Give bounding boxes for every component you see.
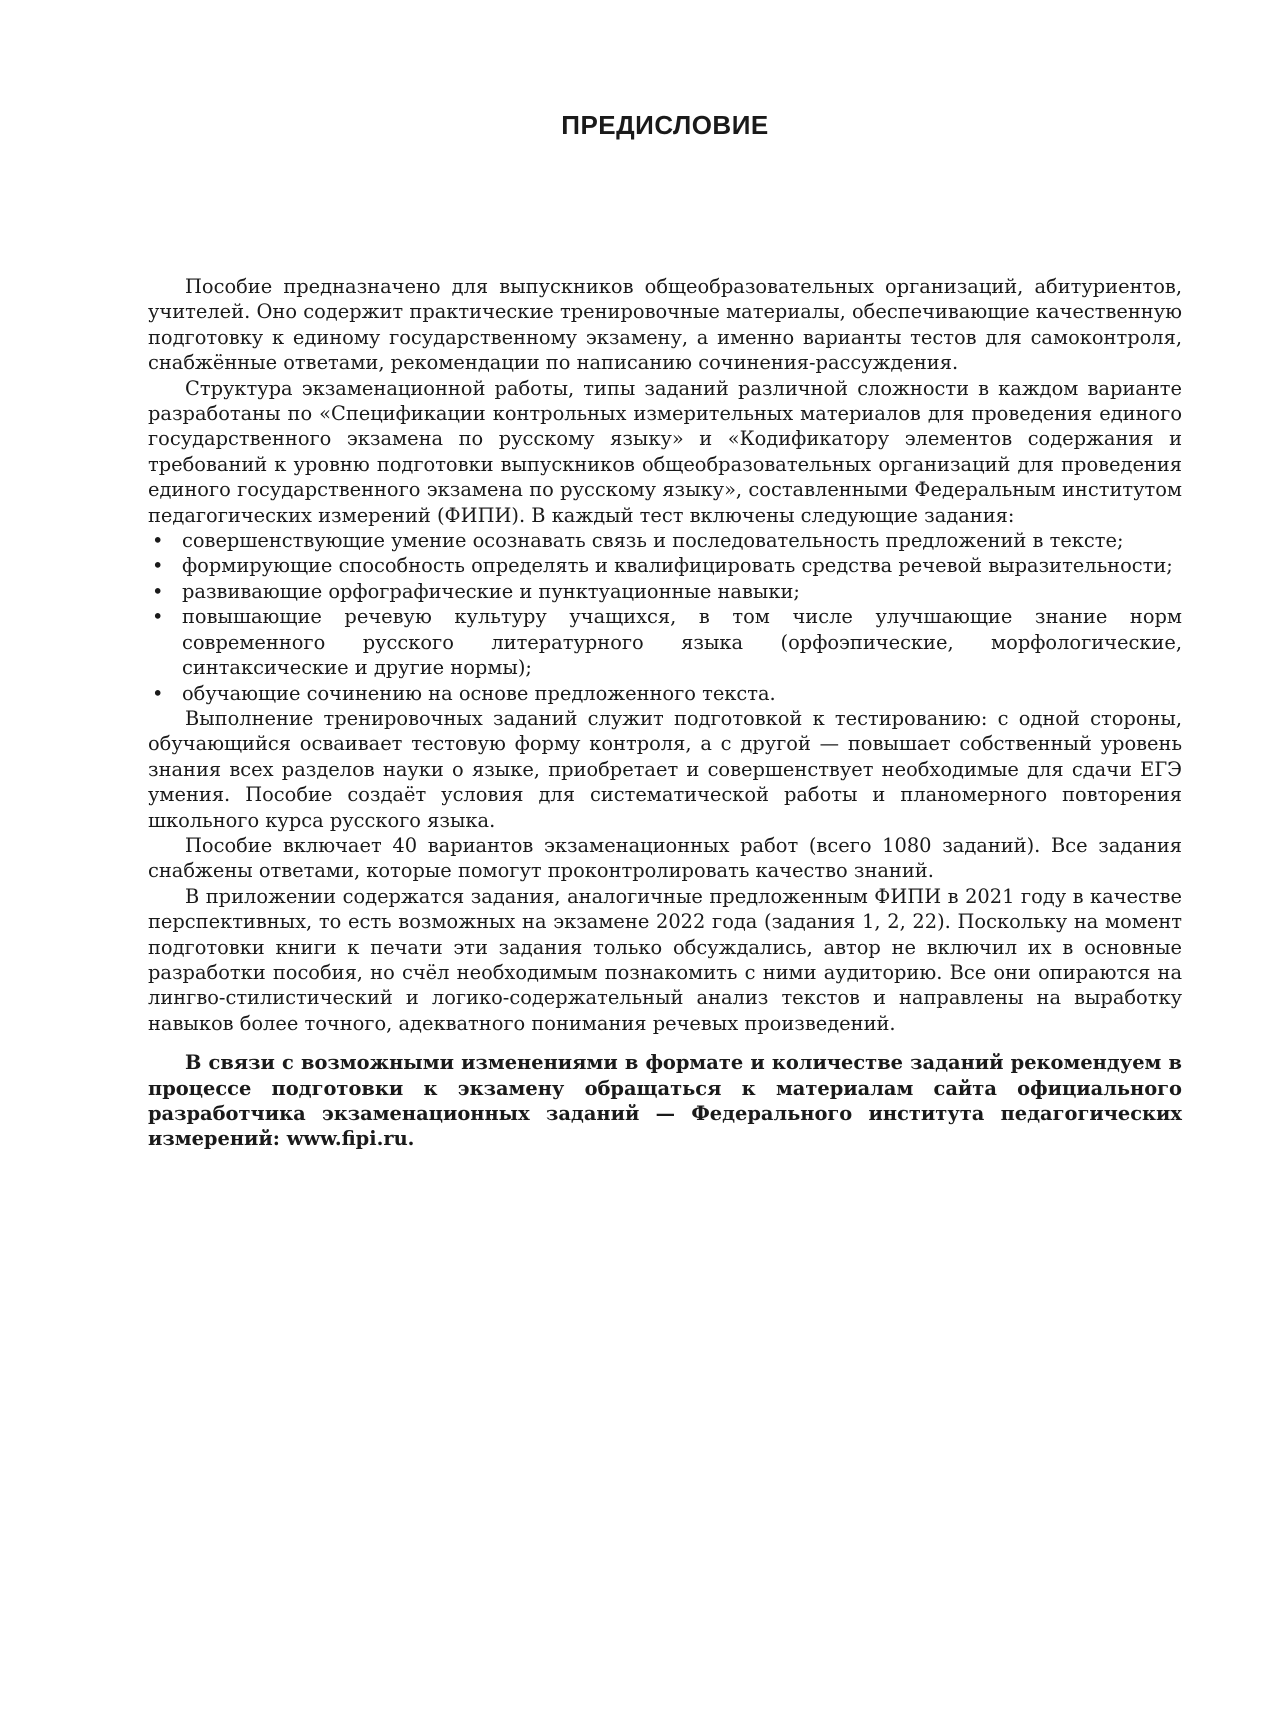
list-item [152, 579, 1182, 604]
list-item [152, 604, 1182, 680]
list-item [152, 553, 1182, 578]
bullet-icon: • [152, 529, 164, 553]
paragraph-intro: Пособие предназначено для выпускников общеобразовательных организаций, абитуриентов, учителей. Оно содержит практические тренировочные материалы, обеспечивающие качественную подготовку к единому государственному экзамену, а именно варианты тестов для самоконтроля, снабжённые ответами, рекомендации по написанию сочинения-рассуждения. [148, 275, 1182, 375]
bullet-icon: • [152, 579, 164, 603]
list-item-text: развивающие орфографические и пунктуационные навыки; [182, 579, 800, 603]
list-item-text: обучающие сочинению на основе предложенного текста. [182, 681, 776, 705]
paragraph-structure: Структура экзаменационной работы, типы заданий различной сложности в каждом варианте разработаны по «Спецификации контрольных измерительных материалов для проведения единого государственного экзамена по русскому языку» и «Кодификатору элементов содержания и требований к уровню подготовки выпускников общеобразовательных организаций для проведения единого государственного экзамена по русскому языку», составленными Федеральным институтом педагогических измерений (ФИПИ). В каждый тест включены следующие задания: [148, 376, 1182, 527]
bullet-icon: • [152, 681, 164, 705]
paragraph-appendix: В приложении содержатся задания, аналогичные предложенным ФИПИ в 2021 году в качестве перспективных, то есть возможных на экзамене 2022 года (задания 1, 2, 22). Поскольку на момент подготовки книги к печати эти задания только обсуждались, автор не включил их в основные разработки пособия, но счёл необходимым познакомить с ними аудиторию. Все они опираются на лингво-стилистический и логико-содержательный анализ текстов и направлены на выработку навыков более точного, адекватного понимания речевых произведений. [148, 884, 1182, 1035]
list-item-text: повышающие речевую культуру учащихся, в том числе улучшающие знание норм современного русского литературного языка (орфоэпические, морфологические, синтаксические и другие нормы); [182, 605, 1182, 680]
paragraph-training: Выполнение тренировочных заданий служит подготовкой к тестированию: с одной стороны, обучающийся осваивает тестовую форму контроля, а с другой — повышает собственный уровень знания всех разделов науки о языке, приобретает и совершенствует необходимые для сдачи ЕГЭ умения. Пособие создаёт условия для систематической работы и планомерного повторения школьного курса русского языка. [148, 706, 1182, 832]
page-title: ПРЕДИСЛОВИЕ [561, 110, 769, 140]
list-item [152, 681, 1182, 706]
preface-body [148, 274, 1182, 1152]
recommendation-note: В связи с возможными изменениями в формате и количестве заданий рекомендуем в процессе подготовки к экзамену обращаться к материалам сайта официального разработчика экзаменационных заданий — Федерального института педагогических измерений: www.fipi.ru. [148, 1051, 1182, 1151]
bullet-icon: • [152, 554, 164, 578]
task-list [148, 528, 1182, 706]
list-item [152, 528, 1182, 553]
list-item-text: совершенствующие умение осознавать связь и последовательность предложений в тексте; [182, 529, 1124, 553]
paragraph-variants: Пособие включает 40 вариантов экзаменационных работ (всего 1080 заданий). Все задания снабжены ответами, которые помогут проконтролировать качество знаний. [148, 833, 1182, 883]
list-item-text: формирующие способность определять и квалифицировать средства речевой выразительности; [182, 554, 1173, 578]
bullet-icon: • [152, 605, 164, 629]
